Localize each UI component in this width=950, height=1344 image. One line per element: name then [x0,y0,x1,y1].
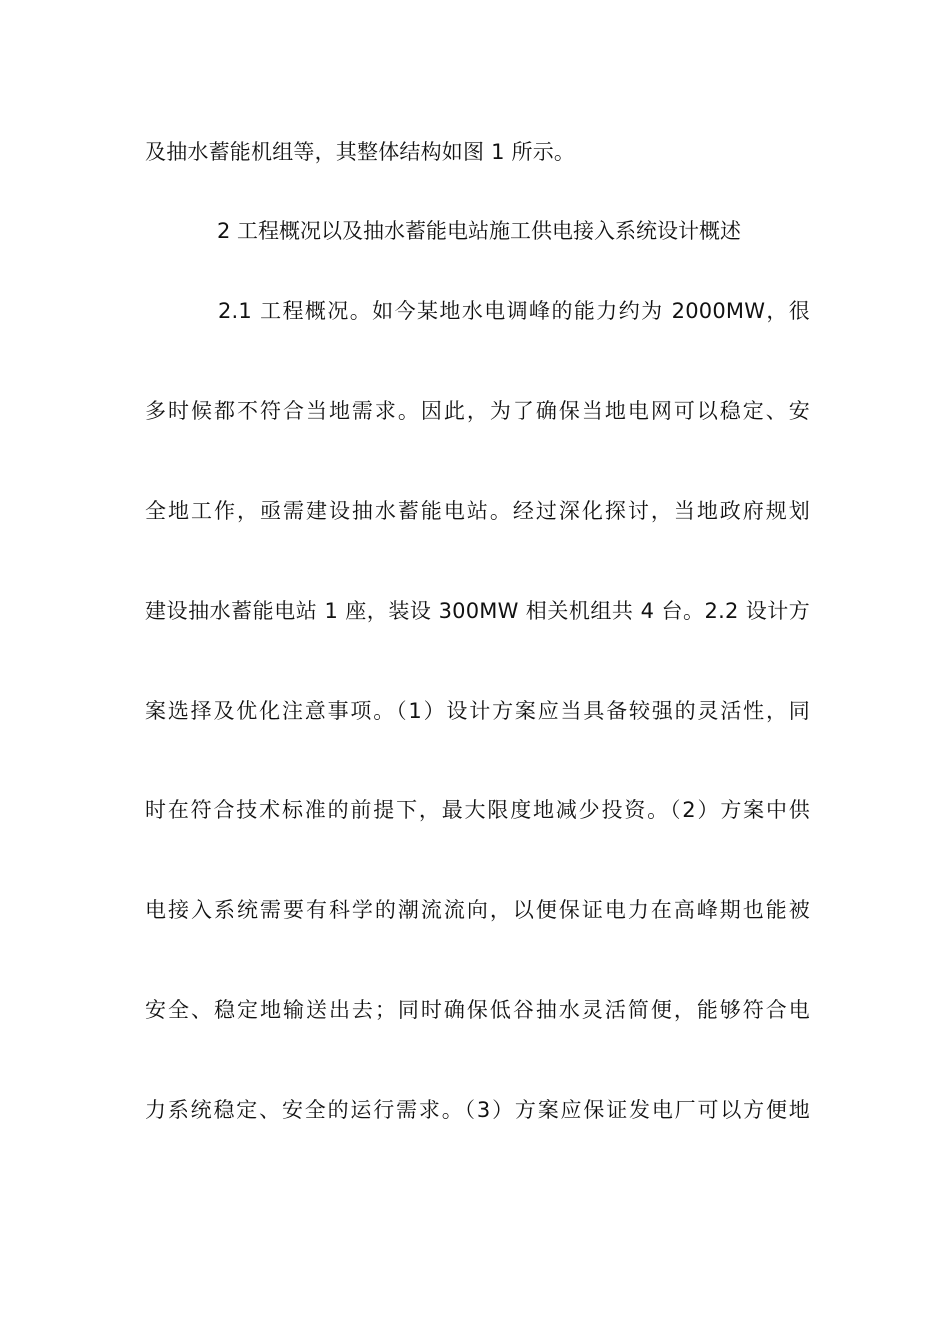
text-line-2: 2.1 工程概况。如今某地水电调峰的能力约为 2000MW，很 [218,299,810,323]
text-line-10: 力系统稳定、安全的运行需求。（3）方案应保证发电厂可以方便地 [145,1098,810,1122]
text-line-7: 时在符合技术标准的前提下，最大限度地减少投资。（2）方案中供 [145,798,810,822]
text-line-5: 建设抽水蓄能电站 1 座，装设 300MW 相关机组共 4 台。2.2 设计方 [145,599,810,623]
section-heading: 2 工程概况以及抽水蓄能电站施工供电接入系统设计概述 [217,219,742,243]
text-line-8: 电接入系统需要有科学的潮流流向，以便保证电力在高峰期也能被 [145,898,810,922]
text-line-6: 案选择及优化注意事项。（1）设计方案应当具备较强的灵活性，同 [145,699,810,723]
text-line-1: 及抽水蓄能机组等，其整体结构如图 1 所示。 [145,140,576,164]
text-line-9: 安全、稳定地输送出去；同时确保低谷抽水灵活简便，能够符合电 [145,998,810,1022]
text-line-3: 多时候都不符合当地需求。因此，为了确保当地电网可以稳定、安 [145,399,810,423]
text-line-4: 全地工作，亟需建设抽水蓄能电站。经过深化探讨，当地政府规划 [145,499,810,523]
